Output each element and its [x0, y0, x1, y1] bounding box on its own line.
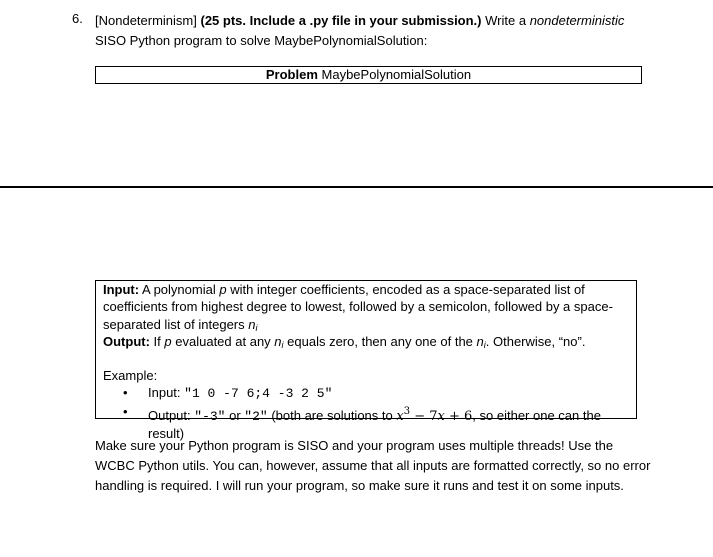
output-sub-i: i [281, 339, 284, 350]
math-end: + 6 [444, 408, 473, 424]
example-input-label: Input: [148, 385, 181, 401]
output-var-n2: n [476, 333, 484, 349]
problem-box [95, 66, 642, 84]
example-output-value-1: "-3" [194, 408, 226, 424]
math-middle: − 7 [410, 408, 438, 424]
output-var-p: p [164, 333, 172, 349]
output-text-b: evaluated at any [175, 333, 271, 349]
question-points: (25 pts. Include a .py file in your submission.) [200, 13, 482, 28]
input-var-n: n [248, 316, 256, 332]
input-var-p: p [219, 282, 227, 297]
input-text-b: with integer coefficients, encoded as a space-separated list of coefficients from highest degree to lowest, followed by a semicolon, followed by a space-separated list of integers [103, 282, 613, 332]
question-emphasis: nondeterministic [529, 13, 625, 28]
question-rest: SISO Python program to solve MaybePolynomialSolution: [95, 33, 428, 48]
example-input-item [103, 384, 636, 402]
question-text [95, 11, 655, 51]
question-tag: [Nondeterminism] [95, 13, 197, 28]
bullet-icon: • [123, 403, 128, 419]
example-output-label: Output: [148, 407, 191, 423]
example-output-note-b: , so either one can the result) [148, 407, 601, 442]
output-var-n: n [274, 333, 282, 349]
bullet-icon: • [123, 385, 128, 401]
example-output-value-2: "2" [244, 408, 268, 424]
input-label: Input: [103, 282, 140, 297]
polynomial-formula [396, 405, 473, 424]
spec-box [95, 280, 637, 442]
example-input-value: "1 0 -7 6;4 -3 2 5" [184, 386, 333, 402]
example-output-or: or [229, 407, 241, 423]
example-label: Example: [103, 368, 158, 384]
math-x: x [396, 408, 404, 424]
problem-label: Problem [265, 67, 318, 82]
output-label: Output: [103, 333, 150, 349]
input-description [103, 281, 636, 333]
page-divider [0, 186, 713, 188]
output-text-c: equals zero, then any one of the [287, 333, 473, 349]
math-x2: x [437, 408, 445, 424]
instructions-paragraph: Make sure your Python program is SISO and your program uses multiple threads! Use the WCBC Python utils. You can, however, assume that all inputs are formatted correctly, so no error handling is required. I will run your program, so make sure it runs and test it on some inputs. [95, 438, 651, 493]
output-sub-i2: i [483, 339, 486, 350]
question-lead: Write a [485, 13, 527, 28]
output-description [103, 333, 636, 350]
example-output-note-a: (both are solutions to [271, 407, 393, 423]
math-exponent: 3 [403, 405, 411, 417]
input-sub-i: i [255, 322, 258, 333]
output-text-a: If [153, 333, 161, 349]
output-text-d: . Otherwise, “no”. [485, 333, 586, 349]
input-text-a: A polynomial [142, 282, 216, 297]
problem-name: MaybePolynomialSolution [321, 67, 472, 82]
question-number: 6. [72, 11, 83, 26]
